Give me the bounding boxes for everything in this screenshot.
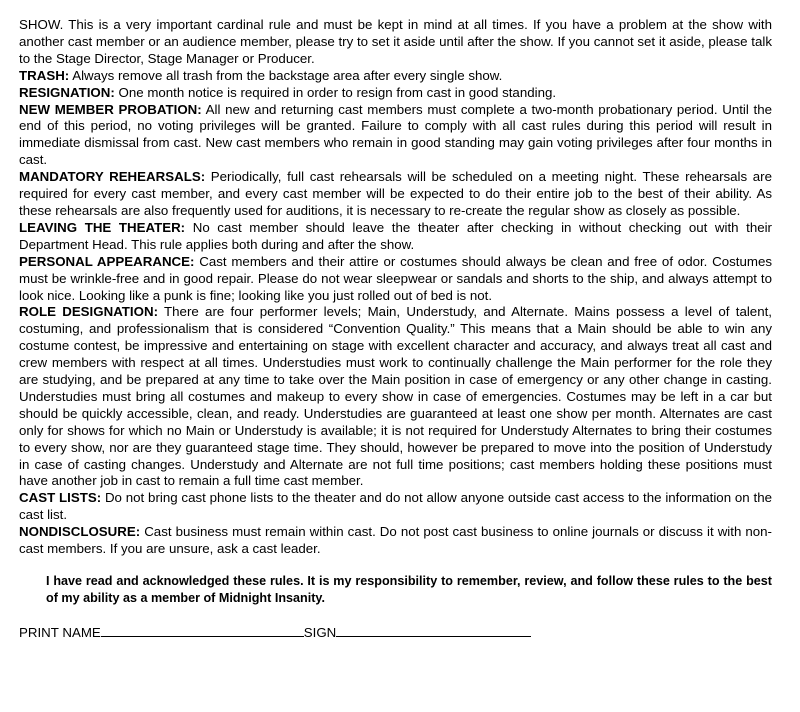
rule-text: One month notice is required in order to resign from cast in good standing. [114,84,557,100]
rule-paragraph [19,254,772,305]
rule-paragraph [19,220,772,254]
sign-field[interactable] [336,623,531,637]
rules-document [19,17,772,640]
rule-paragraph [19,524,772,558]
rule-heading: NEW MEMBER PROBATION: [19,101,202,117]
rule-paragraph [19,304,772,490]
rule-text: Cast business must remain within cast. Do not post cast business to online journals or discuss it with non-cast members. If you are unsure, ask a cast leader. [19,524,772,557]
rules-list [19,17,772,558]
rule-paragraph [19,169,772,220]
sign-label: SIGN [303,625,337,641]
rule-paragraph [19,17,772,68]
rule-heading: LEAVING THE THEATER: [19,219,186,235]
rule-heading: PERSONAL APPEARANCE: [19,253,195,269]
acknowledgement-statement: I have read and acknowledged these rules. It is my responsibility to remember, review, and follow these rules to the best of my ability as a member of Midnight Insanity. [46,574,772,605]
rule-heading: TRASH: [19,67,70,83]
rule-text: Cast members and their attire or costumes should always be clean and free of odor. Costumes must be wrinkle-free and in good repair. Please do not wear sleepwear or sandals and shorts to the ship, and always attempt to look nice. Looking like a punk is fine; looking like you just rolled out of bed is not. [19,253,772,303]
rule-text: Periodically, full cast rehearsals will be scheduled on a meeting night. These rehearsals are required for every cast member, and every cast member will be expected to do their entire job to the best of their ability. As these rehearsals are also frequently used for auditions, it is necessary to re-create the regular show as closely as possible. [19,169,773,218]
rule-text: All new and returning cast members must complete a two-month probationary period. Until the end of this period, no voting privileges will be granted. Failure to comply with all cast rules during this period will result in immediate dismissal from cast. New cast members who remain in good standing may gain voting privileges after four months in cast. [19,101,772,168]
print-name-field[interactable] [101,623,304,637]
rule-heading: RESIGNATION: [19,84,115,100]
rule-text: SHOW. This is a very important cardinal rule and must be kept in mind at all times. If you have a problem at the show with another cast member or an audience member, please try to set it aside until after the show. If you cannot set it aside, please talk to the Stage Director, Stage Manager or Producer. [19,17,772,66]
rule-paragraph [19,68,772,85]
rule-paragraph [19,102,772,170]
rule-text: No cast member should leave the theater after checking in without checking out with their Department Head. This rule applies both during and after the show. [19,219,772,252]
rule-text: Do not bring cast phone lists to the theater and do not allow anyone outside cast access to the information on the cast list. [19,490,772,523]
print-name-label: PRINT NAME [19,625,101,641]
signature-line [19,623,772,640]
rule-heading: CAST LISTS: [19,490,102,506]
rule-text: Always remove all trash from the backstage area after every single show. [69,67,503,83]
rule-text: There are four performer levels; Main, Understudy, and Alternate. Mains possess a level of talent, costuming, and professionalism that is considered “Convention Quality.” This means that a Main should be able to win any costume contest, be impressive and entertaining on stage with excellent character and accuracy, and always treat all cast and crew members with respect at all times. Understudies must work to continually challenge the Main performer for the role they are studying, and be prepared at any time to take over the Main position in case of emergency or any other change in casting. Understudies must bring all costumes and makeup to every show in case of emergencies. Costumes may be left in a car but should be quickly accessible, clean, and ready. Understudies are guaranteed at least one show per month. Alternates are cast only for shows for which no Main or Understudy is available; it is not required for Understudy Alternates to bring their costumes to every show, nor are they guaranteed stage time. They should, however be prepared to move into the position of Understudy in case of casting changes. Understudy and Alternate are not full time positions; cast members holding these positions must have another job in cast to remain a full time cast member. [19,304,772,489]
rule-heading: ROLE DESIGNATION: [19,304,158,320]
rule-paragraph [19,85,772,102]
rule-paragraph [19,490,772,524]
rule-heading: MANDATORY REHEARSALS: [19,169,206,185]
rule-heading: NONDISCLOSURE: [19,524,141,540]
